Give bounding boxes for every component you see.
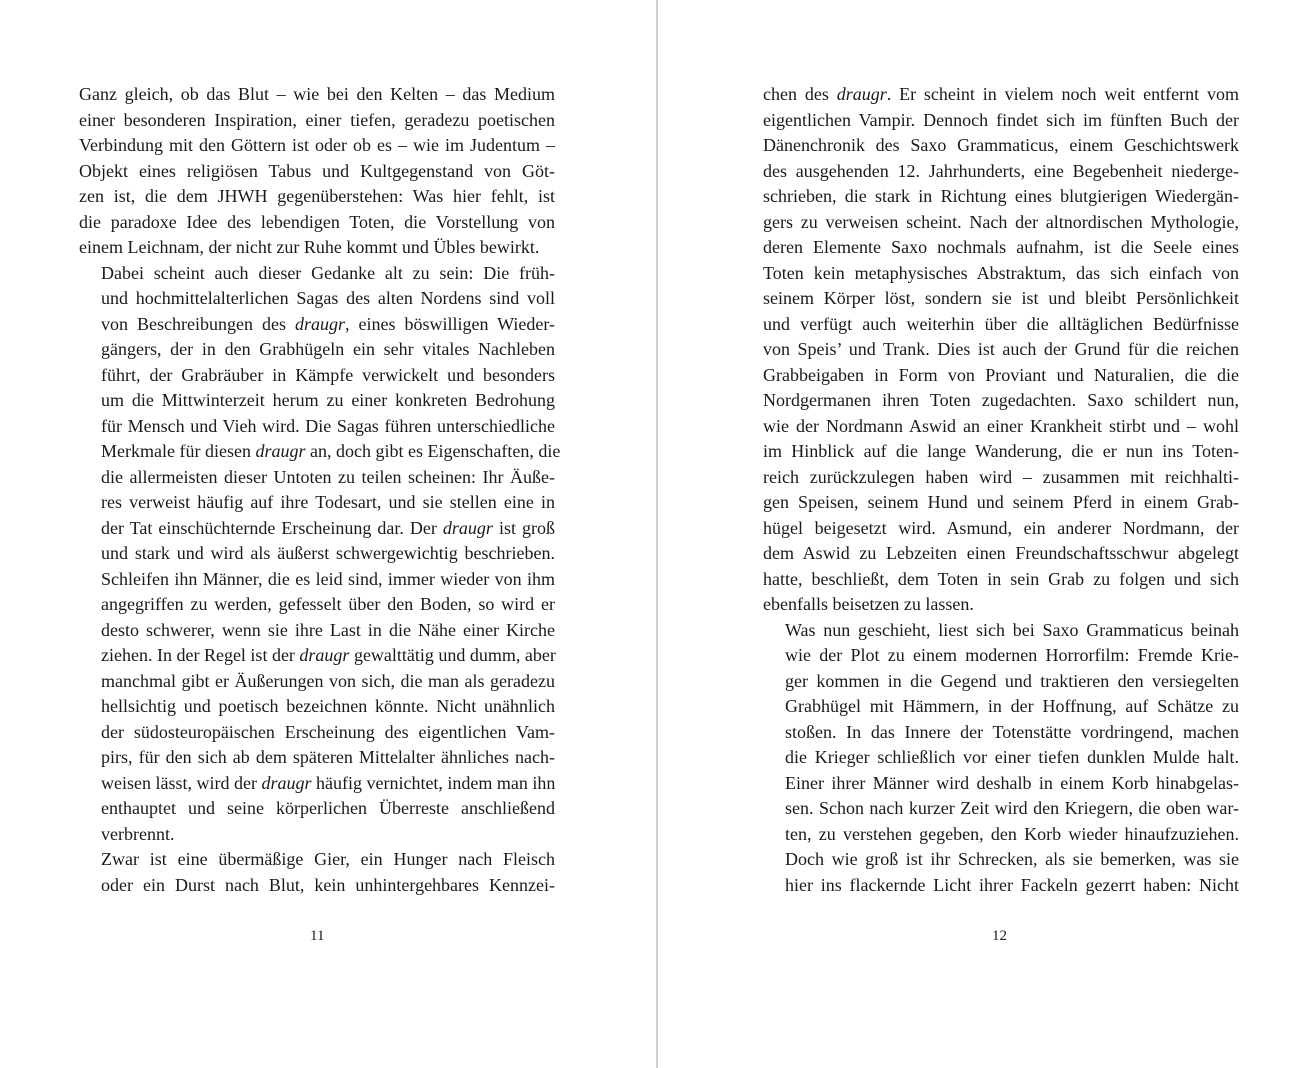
left-page-number: 11 xyxy=(310,928,325,944)
text-line: ten, zu verstehen gegeben, den Korb wieder hinaufzuziehen. xyxy=(785,823,1239,844)
text-line: hügel beigesetzt wird. Asmund, ein anderer Nordmann, der xyxy=(763,517,1239,538)
text-line: ziehen. In der Regel ist der draugr gewalttätig und dumm, aber xyxy=(101,645,556,665)
text-line: Dänenchronik des Saxo Grammaticus, einem Geschichtswerk xyxy=(763,135,1239,155)
text-line: deren Elemente Saxo nochmals aufnahm, ist die Seele eines xyxy=(763,237,1239,257)
paragraph xyxy=(79,82,555,261)
paragraph xyxy=(79,847,555,898)
text-line: Grabbeigaben in Form von Proviant und Naturalien, die die xyxy=(763,364,1239,385)
text-line: Schleifen ihn Männer, die es leid sind, immer wieder von ihm xyxy=(101,568,555,589)
text-line: chen des draugr. Er scheint in vielem noch weit entfernt vom xyxy=(763,84,1239,104)
text-line: pirs, für den sich ab dem späteren Mittelalter ähnliches nach- xyxy=(101,747,555,767)
page-gutter xyxy=(656,0,658,1068)
text-line: res verweist häufig auf ihre Todesart, und sie stellen eine in xyxy=(101,492,555,512)
text-line: Ganz gleich, ob das Blut – wie bei den Kelten – das Medium xyxy=(79,84,555,104)
right-page-text xyxy=(763,82,1239,898)
text-line: hier ins flackernde Licht ihrer Fackeln gezerrt haben: Nicht xyxy=(785,874,1239,895)
text-line: eigentlichen Vampir. Dennoch findet sich im fünften Buch der xyxy=(763,109,1239,130)
text-line: Doch wie groß ist ihr Schrecken, als sie bemerken, was sie xyxy=(785,849,1239,869)
text-line: gers zu verweisen scheint. Nach der altnordischen Mythologie, xyxy=(763,211,1239,232)
paragraph xyxy=(763,82,1239,618)
text-line: und hochmittelalterlichen Sagas des alten Nordens sind voll xyxy=(101,288,555,308)
text-line: seinem Körper löst, sondern sie ist und bleibt Persönlichkeit xyxy=(763,288,1239,308)
left-page-text xyxy=(79,82,561,898)
paragraph xyxy=(79,261,561,848)
text-line: des ausgehenden 12. Jahrhunderts, eine Begebenheit niederge- xyxy=(763,160,1239,181)
text-line: einem Leichnam, der nicht zur Ruhe kommt und Übles bewirkt. xyxy=(79,237,540,257)
text-line: im Hinblick auf die lange Wanderung, die er nun ins Toten- xyxy=(763,441,1239,461)
text-line: weisen lässt, wird der draugr häufig vernichtet, indem man ihn xyxy=(101,772,556,793)
text-line: gen Speisen, seinem Hund und seinem Pferd in einem Grab- xyxy=(763,492,1239,512)
text-line: und verfügt auch weiterhin über die alltäglichen Bedürfnisse xyxy=(763,313,1239,334)
text-line: enthauptet und seine körperlichen Überreste anschließend xyxy=(101,798,555,818)
text-line: führt, der Grabräuber in Kämpfe verwickelt und besonders xyxy=(101,364,555,385)
text-line: der südosteuropäischen Erscheinung des eigentlichen Vam- xyxy=(101,721,555,742)
text-line: reich zurückzulegen haben wird – zusammen mit reichhalti- xyxy=(763,466,1239,487)
right-page-number: 12 xyxy=(992,928,1007,944)
text-line: Dabei scheint auch dieser Gedanke alt zu sein: Die früh- xyxy=(101,262,555,283)
text-line: von Speis’ und Trank. Dies ist auch der Grund für die reichen xyxy=(763,339,1239,359)
text-line: oder ein Durst nach Blut, kein unhintergehbares Kennzei- xyxy=(101,874,555,895)
text-line: von Beschreibungen des draugr, eines böswilligen Wieder- xyxy=(101,313,555,334)
text-line: um die Mittwinterzeit herum zu einer konkreten Bedrohung xyxy=(101,390,555,410)
text-line: und stark und wird als äußerst schwergewichtig beschrieben. xyxy=(101,543,555,563)
text-line: ger kommen in die Gegend und traktieren den versiegelten xyxy=(785,670,1239,691)
text-line: Einer ihrer Männer wird deshalb in einem Korb hinabgelas- xyxy=(785,772,1239,793)
text-line: Objekt eines religiösen Tabus und Kultgegenstand von Göt- xyxy=(79,160,555,181)
text-line: dem Aswid zu Lebzeiten einen Freundschaftsschwur abgelegt xyxy=(763,543,1239,563)
text-line: desto schwerer, wenn sie ihre Last in die Nähe einer Kirche xyxy=(101,619,555,640)
text-line: einer besonderen Inspiration, einer tiefen, geradezu poetischen xyxy=(79,109,555,130)
text-line: gängers, der in den Grabhügeln ein sehr vitales Nachleben xyxy=(101,339,555,359)
text-line: Verbindung mit den Göttern ist oder ob es – wie im Judentum – xyxy=(79,135,555,155)
text-line: angegriffen zu werden, gefesselt über den Boden, so wird er xyxy=(101,594,555,614)
paragraph xyxy=(763,618,1239,899)
text-line: Was nun geschieht, liest sich bei Saxo Grammaticus beinah xyxy=(785,619,1239,640)
text-line: sen. Schon nach kurzer Zeit wird den Kriegern, die oben war- xyxy=(785,798,1239,818)
text-line: Merkmale für diesen draugr an, doch gibt es Eigenschaften, die xyxy=(101,441,561,461)
text-line: der Tat einschüchternde Erscheinung dar. Der draugr ist groß xyxy=(101,517,555,538)
text-line: zen ist, die dem JHWH gegenüberstehen: Was hier fehlt, ist xyxy=(79,186,555,206)
text-line: die allermeisten dieser Untoten zu teilen scheinen: Ihr Äuße- xyxy=(101,466,555,487)
text-line: stoßen. In das Innere der Totenstätte vordringend, machen xyxy=(785,721,1239,742)
text-line: ebenfalls beisetzen zu lassen. xyxy=(763,594,974,614)
text-line: verbrennt. xyxy=(101,823,175,844)
text-line: schrieben, die stark in Richtung eines blutgierigen Wiedergän- xyxy=(763,186,1239,206)
text-line: wie der Plot zu einem modernen Horrorfilm: Fremde Krie- xyxy=(785,645,1239,665)
text-line: hatte, beschließt, dem Toten in sein Grab zu folgen und sich xyxy=(763,568,1239,589)
text-line: die Krieger schließlich vor einer tiefen dunklen Mulde halt. xyxy=(785,747,1239,767)
text-line: manchmal gibt er Äußerungen von sich, die man als geradezu xyxy=(101,670,555,691)
text-line: die paradoxe Idee des lebendigen Toten, die Vorstellung von xyxy=(79,211,555,232)
text-line: Zwar ist eine übermäßige Gier, ein Hunger nach Fleisch xyxy=(101,849,555,869)
text-line: Grabhügel mit Hämmern, in der Hoffnung, auf Schätze zu xyxy=(785,696,1239,716)
text-line: hellsichtig und poetisch bezeichnen könnte. Nicht unähnlich xyxy=(101,696,555,716)
text-line: Nordgermanen ihren Toten zugedachten. Saxo schildert nun, xyxy=(763,390,1239,410)
text-line: wie der Nordmann Aswid an einer Krankheit stirbt und – wohl xyxy=(763,415,1239,436)
text-line: Toten kein metaphysisches Abstraktum, das sich einfach von xyxy=(763,262,1239,283)
text-line: für Mensch und Vieh wird. Die Sagas führen unterschiedliche xyxy=(101,415,555,436)
